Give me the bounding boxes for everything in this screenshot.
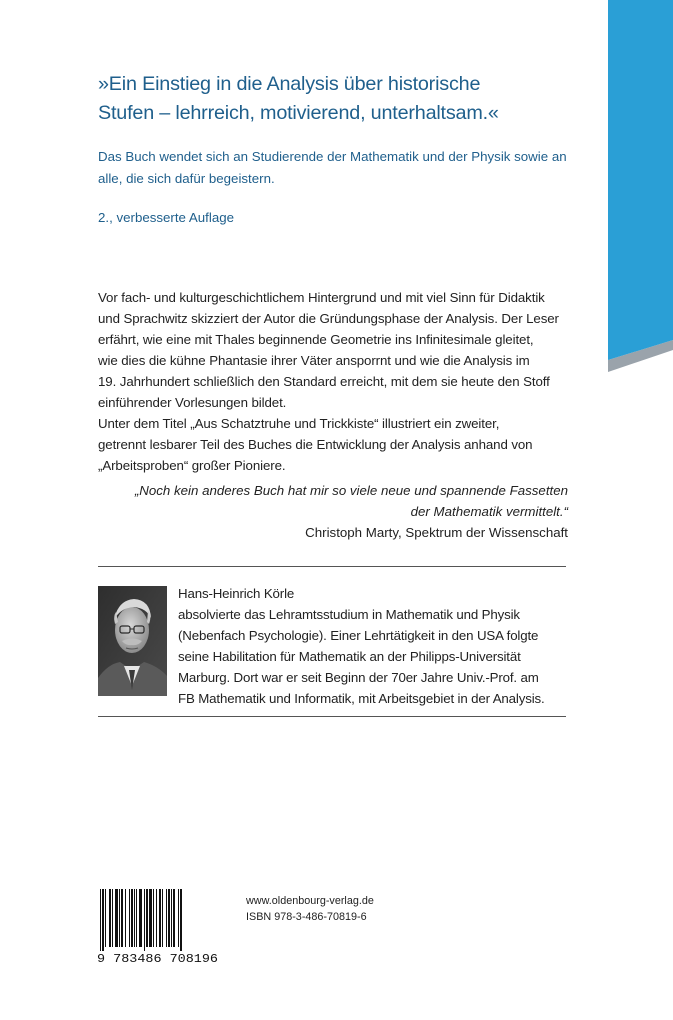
barcode-bar: [153, 889, 154, 947]
barcode-bar: [149, 889, 152, 947]
author-name: Hans-Heinrich Körle: [178, 586, 295, 601]
barcode-bar: [100, 889, 101, 951]
barcode-bar: [173, 889, 175, 947]
barcode-number: 9 783486 708196: [97, 952, 218, 965]
description-line: Vor fach- und kulturgeschichtlichem Hintergrund und mit viel Sinn für Didaktik: [98, 290, 545, 305]
author-bio-line: Marburg. Dort war er seit Beginn der 70er Jahre Univ.-Prof. am: [178, 670, 539, 685]
barcode-bar: [166, 889, 167, 947]
barcode-bar: [171, 889, 172, 947]
barcode-bar: [131, 889, 133, 947]
divider-top: [98, 566, 566, 567]
intro-line-1: Das Buch wendet sich an Studierende der Mathematik und der Physik sowie an: [98, 149, 567, 164]
publisher-info: [246, 893, 374, 925]
barcode-bar: [125, 889, 126, 947]
isbn-label: ISBN 978-3-486-70819-6: [246, 911, 367, 923]
barcode-bar: [162, 889, 163, 947]
barcode-bar: [168, 889, 170, 947]
barcode-bars: [100, 889, 182, 951]
barcode-bar: [146, 889, 148, 947]
quote-source: Christoph Marty, Spektrum der Wissenschaft: [305, 525, 568, 540]
barcode-bar: [129, 889, 130, 947]
barcode-bar: [136, 889, 137, 947]
description-line: und Sprachwitz skizziert der Autor die Gründungsphase der Analysis. Der Leser: [98, 311, 559, 326]
accent-shadow-stripe: [608, 340, 673, 372]
description-line: erfährt, wie eine mit Thales beginnende Geometrie ins Infinitesimale gleitet,: [98, 332, 534, 347]
barcode-bar: [180, 889, 182, 951]
intro-text: [98, 146, 568, 190]
barcode-bar: [102, 889, 104, 951]
description-line: Unter dem Titel „Aus Schatztruhe und Trickkiste“ illustriert ein zweiter,: [98, 416, 500, 431]
headline-line-2: Stufen – lehrreich, motivierend, unterhaltsam.«: [98, 102, 499, 124]
quote-line-1: „Noch kein anderes Buch hat mir so viele neue und spannende Fassetten: [134, 483, 568, 498]
description-line: wie dies die kühne Phantasie ihrer Väter ansporrnt und wie die Analysis im: [98, 353, 530, 368]
description-line: „Arbeitsproben“ großer Pioniere.: [98, 458, 286, 473]
isbn-barcode: [96, 889, 220, 965]
barcode-bar: [119, 889, 120, 947]
accent-blue-stripe: [608, 0, 673, 360]
author-bio-line: FB Mathematik und Informatik, mit Arbeitsgebiet in der Analysis.: [178, 691, 545, 706]
barcode-bar: [156, 889, 157, 947]
barcode-bar: [121, 889, 123, 947]
headline: [98, 70, 568, 128]
barcode-bar: [105, 889, 106, 947]
author-photo: [98, 586, 167, 696]
description-line: getrennt lesbarer Teil des Buches die Entwicklung der Analysis anhand von: [98, 437, 533, 452]
barcode-bar: [109, 889, 111, 947]
barcode-bar: [139, 889, 142, 947]
barcode-bar: [144, 889, 145, 951]
description-line: 19. Jahrhundert schließlich den Standard erreicht, mit dem sie heute den Stoff: [98, 374, 550, 389]
quote-line-2: der Mathematik vermittelt.“: [410, 504, 568, 519]
barcode-bar: [159, 889, 161, 947]
author-bio-line: seine Habilitation für Mathematik an der Philipps-Universität: [178, 649, 521, 664]
author-bio-line: (Nebenfach Psychologie). Einer Lehrtätigkeit in den USA folgte: [178, 628, 539, 643]
barcode-bar: [178, 889, 179, 947]
headline-line-1: »Ein Einstieg in die Analysis über historische: [98, 73, 481, 95]
intro-line-2: alle, die sich dafür begeistern.: [98, 171, 275, 186]
barcode-bar: [134, 889, 135, 947]
edition-label: 2., verbesserte Auflage: [98, 210, 235, 225]
publisher-url: www.oldenbourg-verlag.de: [246, 895, 374, 907]
barcode-bar: [115, 889, 118, 947]
author-bio-line: absolvierte das Lehramtsstudium in Mathematik und Physik: [178, 607, 520, 622]
author-bio: [178, 583, 573, 709]
description: [98, 287, 568, 476]
barcode-bar: [112, 889, 113, 947]
description-line: einführender Vorlesungen bildet.: [98, 395, 287, 410]
review-quote: [98, 480, 568, 543]
divider-bottom: [98, 716, 566, 717]
